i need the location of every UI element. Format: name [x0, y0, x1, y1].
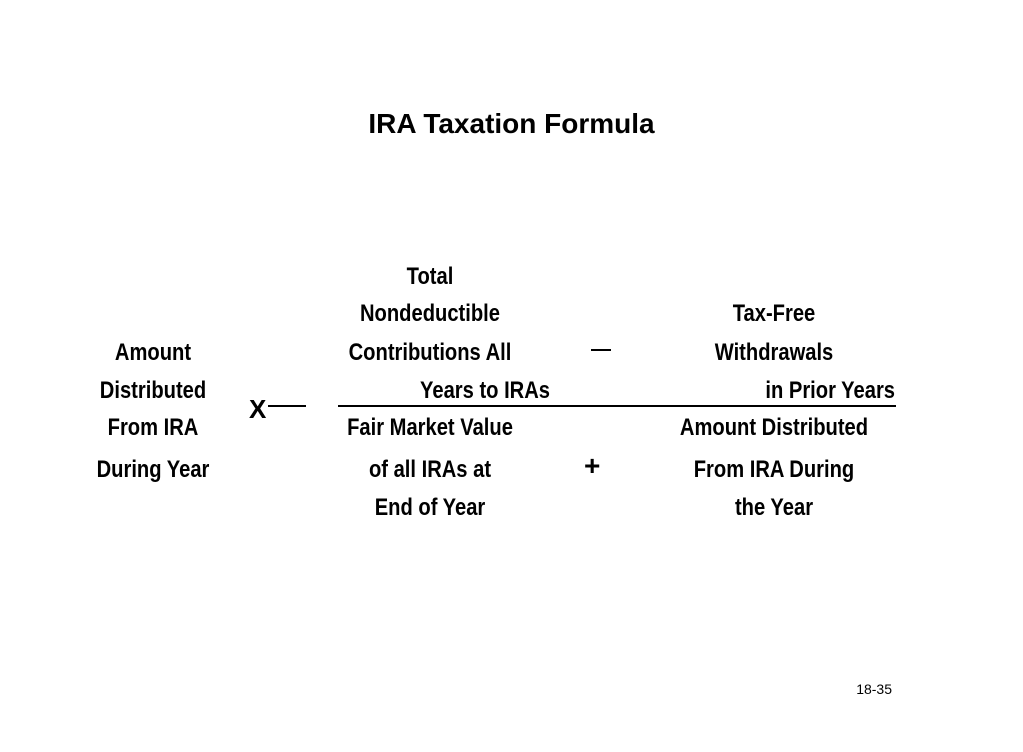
- amount-line-1: Amount: [114, 339, 192, 366]
- denominator-line-3: End of Year: [374, 494, 486, 521]
- tax-free-line-3: in Prior Years: [765, 377, 895, 404]
- amount-line-4: During Year: [96, 456, 210, 483]
- amount-line-3: From IRA: [107, 414, 199, 441]
- numerator-line-2: Nondeductible: [359, 300, 500, 327]
- fraction-bar: [338, 405, 896, 407]
- tax-free-line-1: Tax-Free: [732, 300, 816, 327]
- minus-symbol: [591, 349, 611, 351]
- denominator-line-1: Fair Market Value: [347, 414, 513, 441]
- tax-free-line-2: Withdrawals: [714, 339, 834, 366]
- numerator-line-1: Total: [406, 263, 454, 290]
- numerator-line-4: Years to IRAs: [420, 377, 550, 404]
- slide-title: IRA Taxation Formula: [368, 108, 655, 139]
- page-number: 18-35: [856, 681, 892, 697]
- multiply-dash: [268, 405, 306, 407]
- amount-distributed-line-2: From IRA During: [693, 456, 855, 483]
- numerator-line-3: Contributions All: [348, 339, 512, 366]
- amount-distributed-line-1: Amount Distributed: [679, 414, 869, 441]
- amount-distributed-line-3: the Year: [734, 494, 814, 521]
- multiply-symbol: X: [249, 394, 267, 424]
- denominator-line-2: of all IRAs at: [368, 456, 492, 483]
- amount-line-2: Distributed: [99, 377, 207, 404]
- plus-symbol: +: [584, 450, 601, 481]
